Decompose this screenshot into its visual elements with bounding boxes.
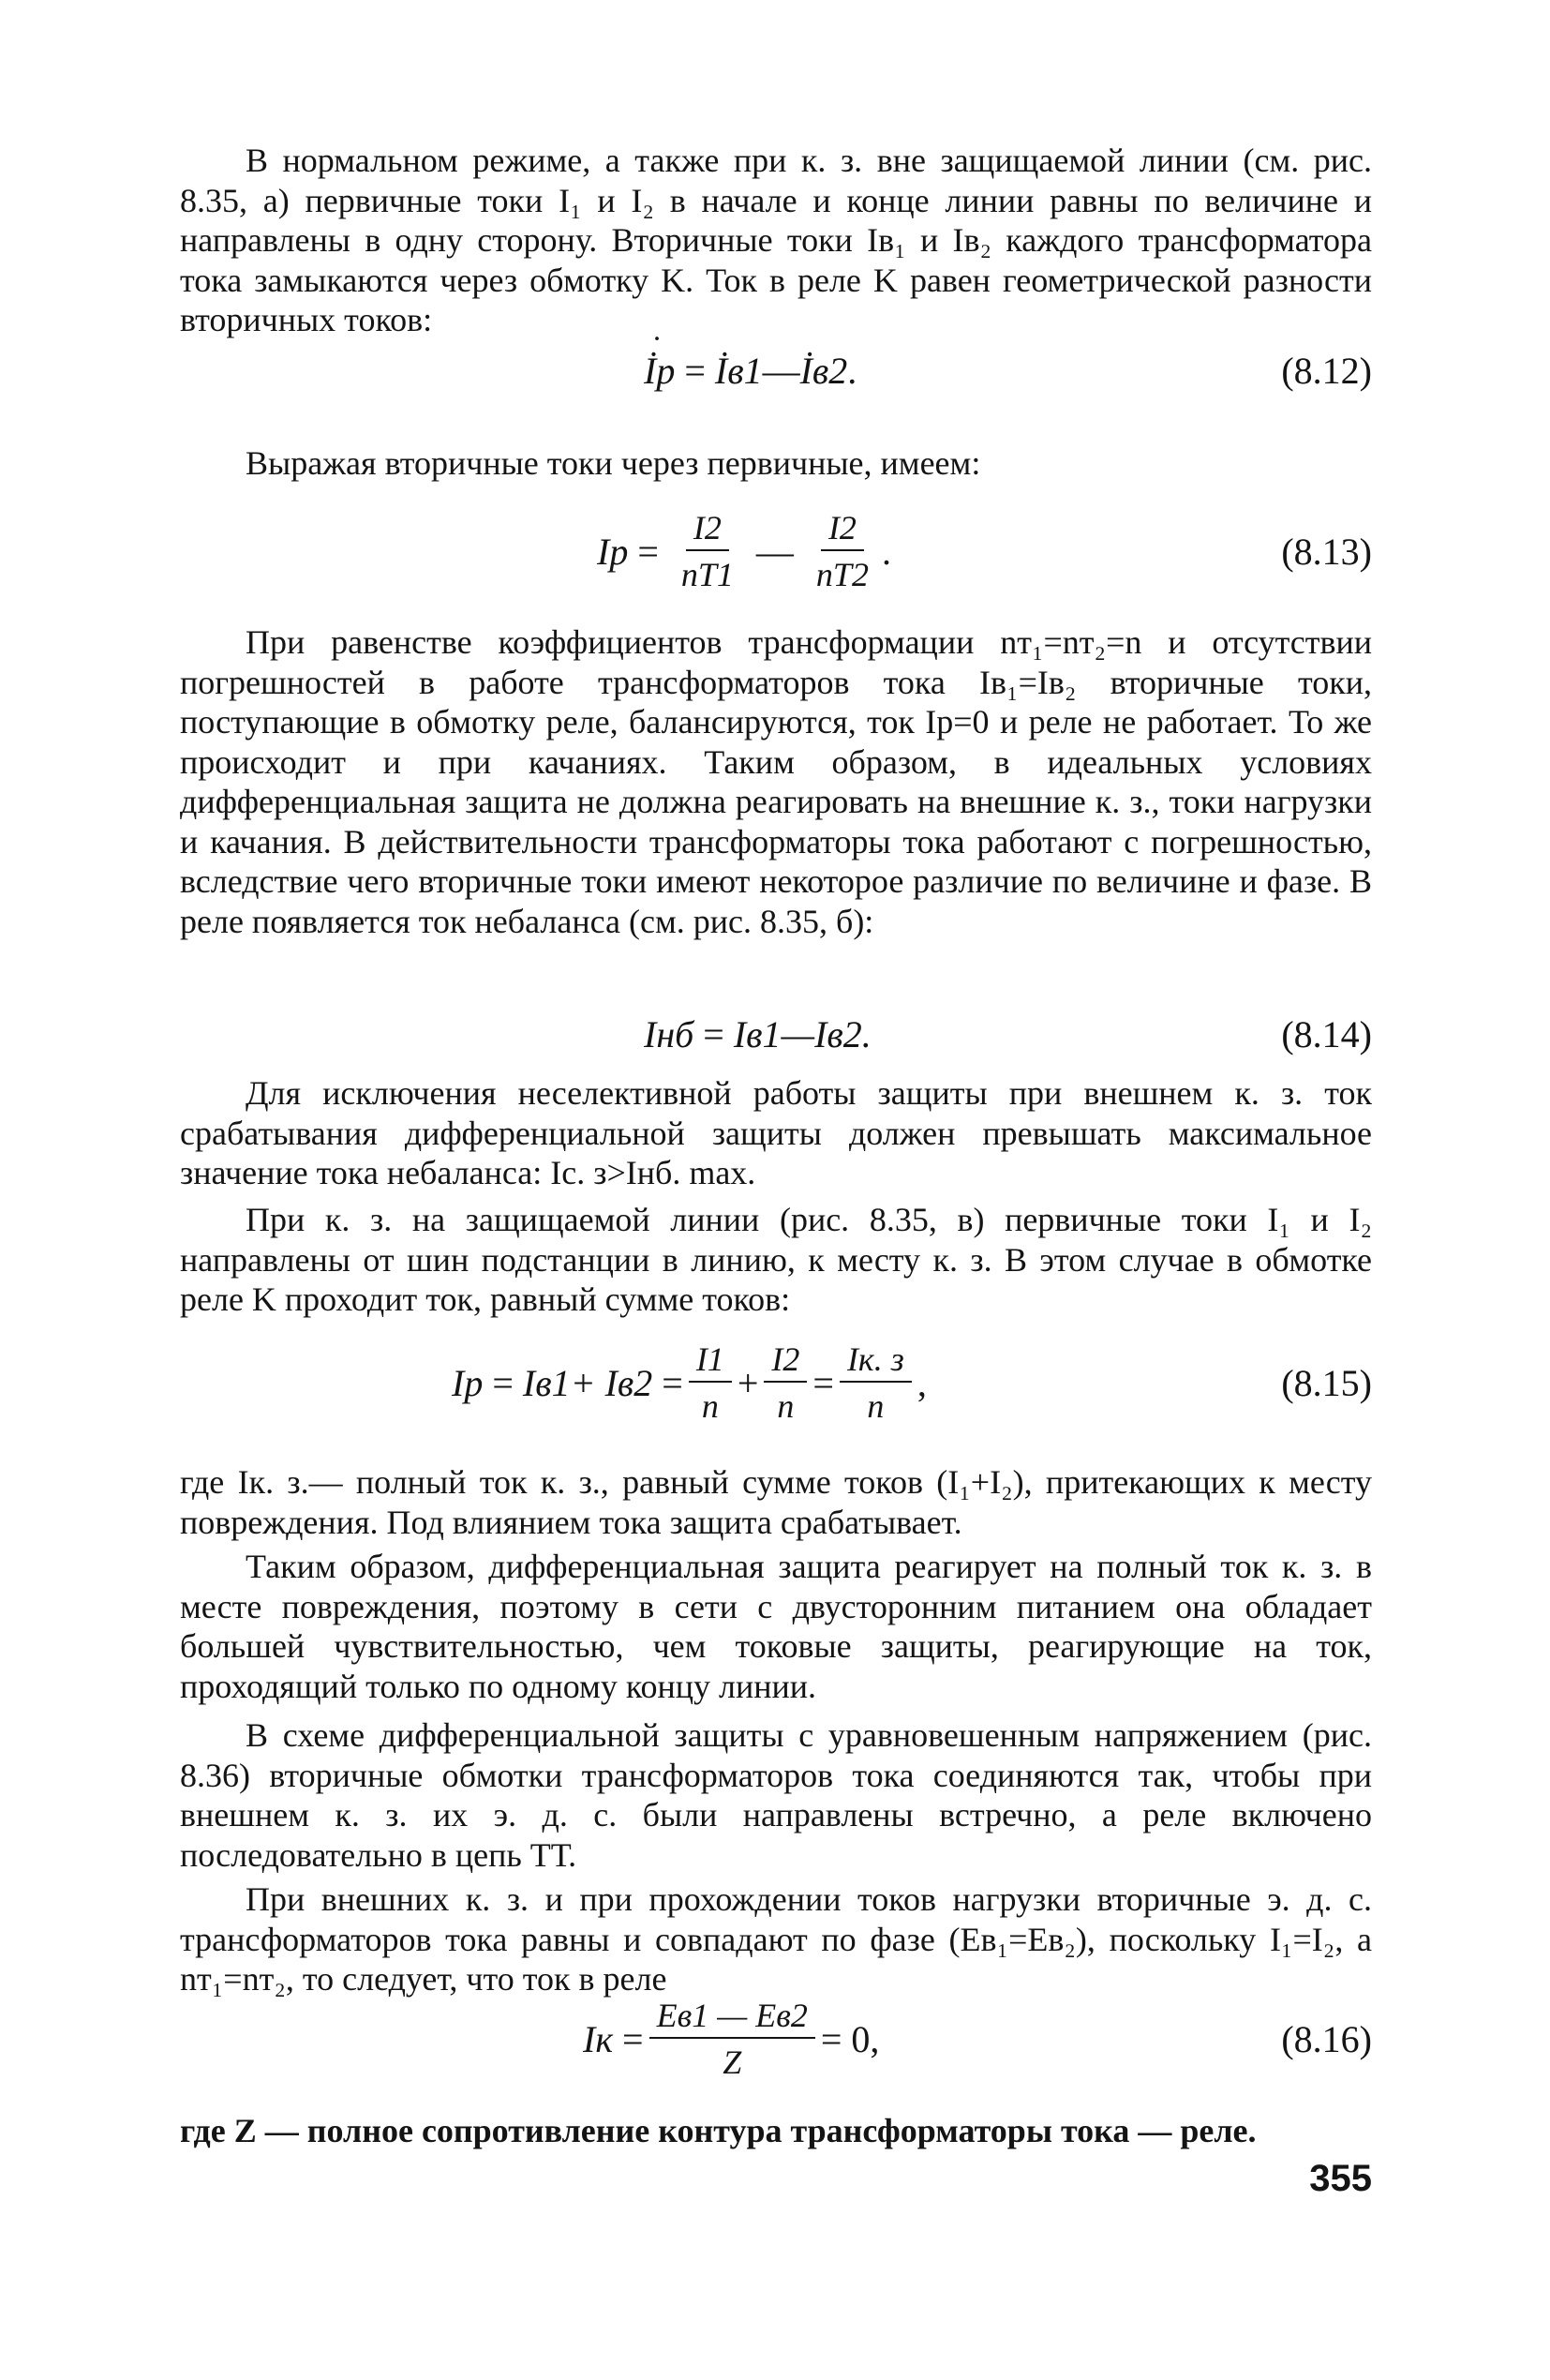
equation-8-15: Iр = Iв1+ Iв2 = $\frac{I1}{n}$ + $\frac{I2}{n}$ = $\frac{Iк. з}{n}$ , (8.15) — [180, 1331, 1372, 1434]
eq-end: . — [847, 349, 857, 392]
fraction-denominator: n — [701, 1387, 719, 1425]
equation-8-16: Iк = $\frac{Eв1 — Eв2}{Z}$ = 0, (8.16) — [180, 1987, 1372, 2090]
eq-lhs: Iр — [452, 1361, 484, 1404]
fraction-numerator: I1 — [689, 1340, 732, 1383]
eq-lhs: Iнб — [644, 1012, 694, 1055]
eq-term: Iв1+ Iв2 — [522, 1361, 653, 1404]
fraction-denominator: Z — [723, 2043, 742, 2081]
equation-8-13: Iр = $\frac{I2}{nT1}$ — $\frac{I2}{nT2}$ . (8.13) — [180, 500, 1372, 603]
eq-fraction — [674, 508, 741, 594]
paragraph-1: В нормальном режиме, а также при к. з. вне защищаемой линии (см. рис. 8.35, а) первичные токи I₁ и I₂ в начале и конце линии равны по величине и направлены в одну сторону. Вторичные токи Iв₁ и Iв₂ каждого трансформатора тока замыкаются через обмотку K. Ток в реле K равен геометрической разности вторичных токов: — [180, 142, 1372, 338]
equation-8-12: ˙ İр = İв1 — İв2 . (8.12) — [180, 328, 1372, 412]
paragraph-9: При внешних к. з. и при прохождении токов нагрузки вторичные э. д. с. трансформаторов тока равны и совпадают по фазе (Eв₁=Eв₂), поскольку I₁=I₂, а nт₁=nт₂, то следует, что ток в реле — [180, 1880, 1372, 1998]
eq-term: İв1 — [714, 349, 763, 392]
eq-fraction — [764, 1340, 807, 1426]
eq-end: . — [881, 530, 891, 573]
equation-number: (8.12) — [1281, 349, 1372, 392]
paragraph-3: При равенстве коэффициентов трансформации nт₁=nт₂=n и отсутствии погрешностей в работе трансформаторов тока Iв₁=Iв₂ вторичные токи, поступающие в обмотку реле, балансируются, ток Iр=0 и реле не работает. То же происходит и при качаниях. Таким образом, в идеальных условиях дифференциальная защита не должна реагировать на внешние к. з., токи нагрузки и качания. В действительности трансформаторы тока работают с погрешностью, вследствие чего вторичные токи имеют некоторое различие по величине и фазе. В реле появляется ток небаланса (см. рис. 8.35, б): — [180, 623, 1372, 940]
eq-minus: — — [762, 349, 800, 392]
paragraph-6: где Iк. з.— полный ток к. з., равный сумме токов (I₁+I₂), притекающих к месту повреждения. Под влиянием тока защита срабатывает. — [180, 1463, 1372, 1541]
eq-fraction — [689, 1340, 732, 1426]
paragraph-4: Для исключения неселективной работы защиты при внешнем к. з. ток срабатывания дифференциальной защиты должен превышать максимальное значение тока небаланса: Iс. з>Iнб. max. — [180, 1074, 1372, 1191]
paragraph-2: Выражая вторичные токи через первичные, имеем: — [246, 444, 981, 482]
eq-lhs: Iр — [597, 530, 629, 573]
fraction-denominator: n — [777, 1387, 795, 1425]
eq-lhs: ˙ İр — [644, 349, 675, 393]
paragraph-5: При к. з. на защищаемой линии (рис. 8.35, в) первичные токи I₁ и I₂ направлены от шин подстанции в линию, к месту к. з. В этом случае в обмотке реле K проходит ток, равный сумме токов: — [180, 1201, 1372, 1318]
eq-fraction — [809, 508, 876, 594]
eq-end: , — [917, 1361, 927, 1404]
equation-8-14: Iнб = Iв1—Iв2. (8.14) — [180, 992, 1372, 1076]
equation-number: (8.14) — [1281, 1012, 1372, 1055]
equation-number: (8.16) — [1281, 2017, 1372, 2060]
eq-term: İв2 — [799, 349, 848, 392]
paragraph-7: Таким образом, дифференциальная защита реагирует на полный ток к. з. в месте повреждения, поэтому в сети с двусторонним питанием она обладает большей чувствительностью, чем токовые защиты, реагирующие на ток, проходящий только по одному концу линии. — [180, 1548, 1372, 1705]
fraction-denominator: n — [867, 1387, 885, 1425]
paragraph-8: В схеме дифференциальной защиты с уравновешенным напряжением (рис. 8.36) вторичные обмотки трансформаторов тока соединяются так, чтобы при внешнем к. з. их э. д. с. были направлены встречно, а реле включено последовательно в цепь ТТ. — [180, 1716, 1372, 1874]
fraction-denominator: nT1 — [680, 556, 734, 593]
eq-fraction — [649, 1996, 815, 2082]
fraction-numerator: Iк. з — [840, 1340, 912, 1383]
fraction-numerator: I2 — [821, 508, 864, 551]
fraction-numerator: Eв1 — Eв2 — [649, 1996, 815, 2039]
eq-rhs: Iв1—Iв2. — [733, 1012, 872, 1055]
eq-fraction — [840, 1340, 912, 1426]
fraction-denominator: nT2 — [815, 556, 869, 593]
eq-rhs: = 0, — [820, 2017, 880, 2060]
page-number: 355 — [1309, 2158, 1372, 2199]
paragraph-10: где Z — полное сопротивление контура трансформаторы тока — реле. — [180, 2112, 1257, 2149]
fraction-numerator: I2 — [686, 508, 729, 551]
eq-lhs: Iк — [583, 2017, 614, 2060]
equation-number: (8.15) — [1281, 1361, 1372, 1404]
fraction-numerator: I2 — [764, 1340, 807, 1383]
equation-number: (8.13) — [1281, 530, 1372, 573]
